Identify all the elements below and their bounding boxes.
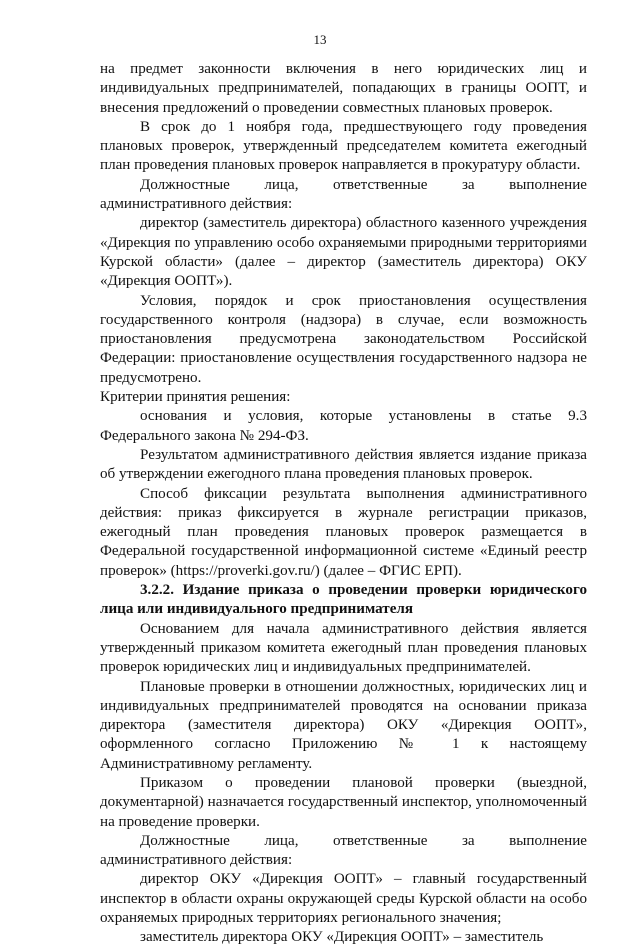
paragraph: Основанием для начала административного действия является утвержденный приказом комитета ежегодный план проведения плановых проверок юридических лиц и индивидуальных предпринимателей.	[100, 620, 587, 676]
paragraph: директор ОКУ «Дирекция ООПТ» – главный государственный инспектор в области охраны окружающей среды Курской области на особо охраняемых природных территориях регионального значения;	[100, 871, 587, 927]
paragraph: Результатом административного действия является издание приказа об утверждении ежегодного плана проведения плановых проверок.	[100, 446, 587, 483]
paragraph: Плановые проверки в отношении должностных, юридических лиц и индивидуальных предпринимателей проводятся на основании приказа директора (заместителя директора) ОКУ «Дирекция ООПТ», оформленного согласно Приложению № 1 к настоящему Административному регламенту.	[100, 678, 587, 772]
paragraph: Способ фиксации результата выполнения административного действия: приказ фиксируется в журнале регистрации приказов, ежегодный план проведения плановых проверок размещается в Федеральной государственной информационной системе «Единый реестр проверок» (https://proverki.gov.ru/) (далее – ФГИС ЕРП).	[100, 485, 587, 579]
paragraph: заместитель директора ОКУ «Дирекция ООПТ» – заместитель	[140, 929, 544, 946]
paragraph: Критерии принятия решения:	[100, 389, 291, 406]
paragraph: Условия, порядок и срок приостановления осуществления государственного контроля (надзора) в случае, если возможность приостановления предусмотрена законодательством Российской Федерации: приостановление осуществления государственного надзора не предусмотрено.	[100, 292, 587, 386]
paragraph: директор (заместитель директора) областного казенного учреждения «Дирекция по управлению особо охраняемыми природными территориями Курской области» (далее – директор (заместитель директора) ОКУ «Дирекция ООПТ»).	[100, 215, 587, 290]
paragraph: Должностные лица, ответственные за выполнение административного действия:	[100, 176, 587, 213]
paragraph: Приказом о проведении плановой проверки (выездной, документарной) назначается государственный инспектор, уполномоченный на проведение проверки.	[100, 774, 587, 830]
paragraph: основания и условия, которые установлены в статье 9.3 Федерального закона № 294-ФЗ.	[100, 408, 587, 444]
paragraph: Должностные лица, ответственные за выполнение административного действия:	[100, 832, 587, 869]
paragraph: В срок до 1 ноября года, предшествующего году проведения плановых проверок, утвержденный председателем комитета ежегодный план проведения плановых проверок направляется в прокуратуру области.	[100, 118, 587, 174]
page-number: 13	[313, 32, 327, 47]
document-body	[100, 60, 587, 948]
paragraph: на предмет законности включения в него юридических лиц и индивидуальных предпринимателей, попадающих в границы ООПТ, и внесения предложений о проведении совместных плановых проверок.	[100, 61, 587, 116]
section-heading: 3.2.2. Издание приказа о проведении проверки юридического лица или индивидуального предпринимателя	[100, 582, 587, 618]
